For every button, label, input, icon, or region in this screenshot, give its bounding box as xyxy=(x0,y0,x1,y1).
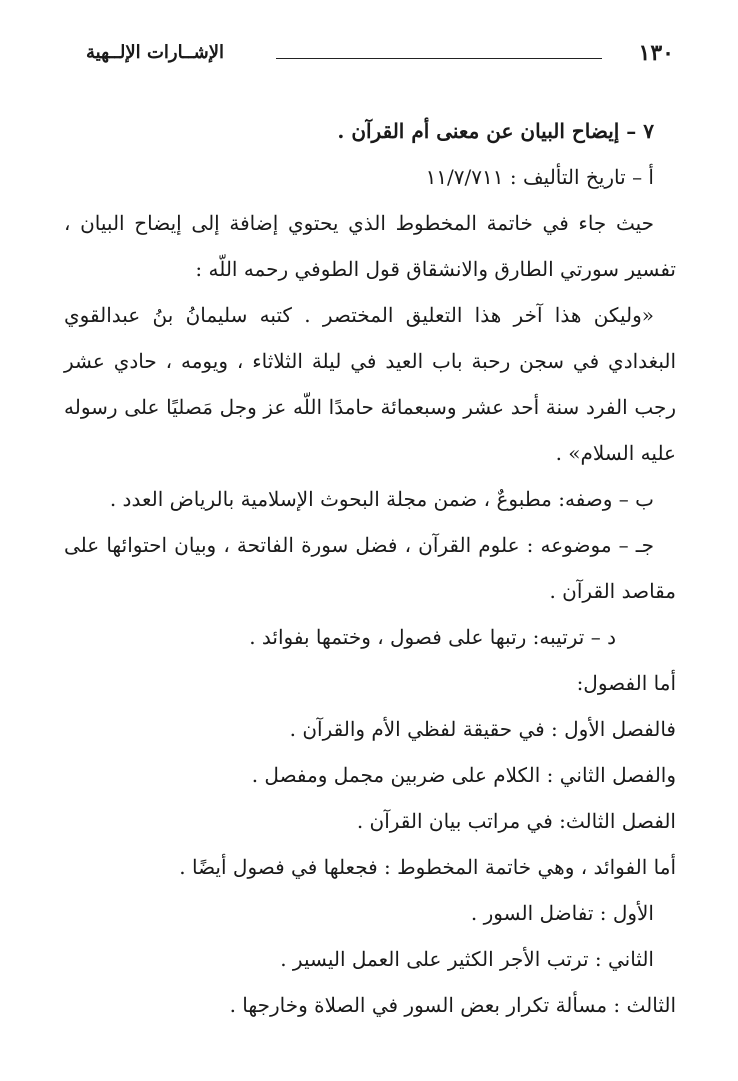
description-paragraph: ب – وصفه: مطبوعٌ ، ضمن مجلة البحوث الإسلامية بالرياض العدد . xyxy=(109,487,654,511)
benefit-3: الثالث : مسألة تكرار بعض السور في الصلاة وخارجها . xyxy=(229,993,676,1017)
quote-paragraph: «وليكن هذا آخر هذا التعليق المختصر . كتبه سليمانُ بنُ عبدالقوي البغدادي في سجن رحبة باب العيد في ليلة الثلاثاء ، ويومه ، حادي عشر رجب الفرد سنة أحد عشر وسبعمائة حامدًا اللّه عز وجل مَصليًا على رسوله عليه السلام» . xyxy=(64,303,676,465)
page-header xyxy=(86,36,674,76)
authorship-date: أ – تاريخ التأليف : ١١/٧/٧١١ xyxy=(425,165,654,189)
chapters-heading: أما الفصول: xyxy=(576,671,676,695)
chapter-1: فالفصل الأول : في حقيقة لفظي الأم والقرآن . xyxy=(289,717,676,741)
benefits-intro: أما الفوائد ، وهي خاتمة المخطوط : فجعلها في فصول أيضًا . xyxy=(179,855,676,879)
subject-paragraph: جـ – موضوعه : علوم القرآن ، فضل سورة الفاتحة ، وبيان احتوائها على مقاصد القرآن . xyxy=(64,533,676,603)
arrangement-line: د – ترتيبه: رتبها على فصول ، وختمها بفوائد . xyxy=(249,625,616,649)
page-body xyxy=(64,108,676,1028)
benefit-2: الثاني : ترتب الأجر الكثير على العمل اليسير . xyxy=(280,947,654,971)
running-title: الإشــارات الإلــهية xyxy=(86,42,224,63)
header-rule xyxy=(276,58,602,59)
chapter-2: والفصل الثاني : الكلام على ضربين مجمل ومفصل . xyxy=(251,763,676,787)
benefit-1: الأول : تفاضل السور . xyxy=(470,901,654,925)
section-title: ٧ – إيضاح البيان عن معنى أم القرآن . xyxy=(337,119,654,143)
page-number: ١٣٠ xyxy=(638,40,674,66)
chapter-3: الفصل الثالث: في مراتب بيان القرآن . xyxy=(356,809,676,833)
paragraph-intro: حيث جاء في خاتمة المخطوط الذي يحتوي إضافة إلى إيضاح البيان ، تفسير سورتي الطارق والانشقاق قول الطوفي رحمه اللّه : xyxy=(64,211,676,281)
